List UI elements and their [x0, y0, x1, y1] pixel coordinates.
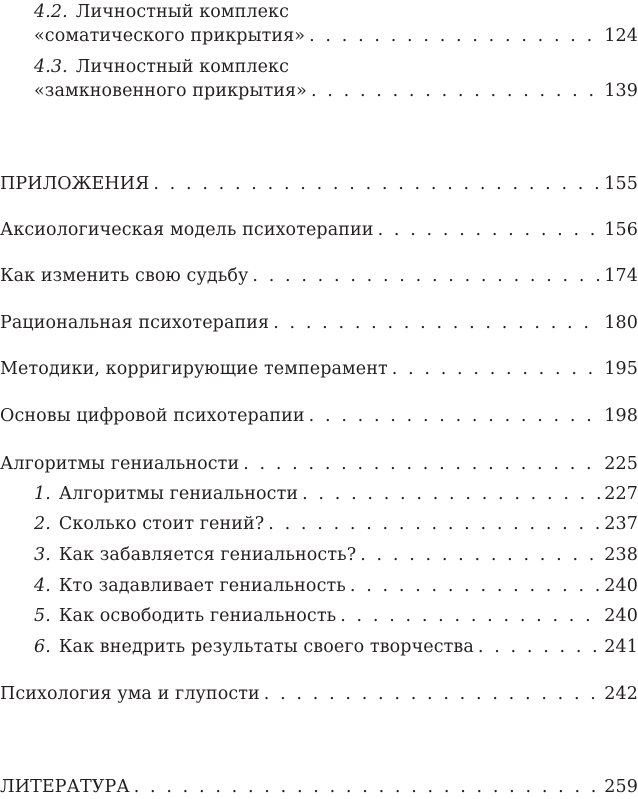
- dot-leader: [153, 172, 600, 196]
- toc-entry-metodiki: [0, 357, 638, 381]
- toc-entry-4-3: [34, 55, 638, 103]
- toc-entry-title: Психология ума и глупости: [0, 684, 260, 704]
- toc-entry-number: 1.: [34, 484, 51, 504]
- toc-entry-page: 238: [604, 545, 638, 565]
- toc-entry-number: 4.: [34, 576, 51, 596]
- toc-entry-page: 241: [604, 637, 638, 657]
- dot-leader: [309, 404, 601, 428]
- dot-leader: [264, 682, 601, 706]
- toc-entry-title: Методики, корригирующие темперамент: [0, 359, 388, 379]
- toc-entry-title: Рациональная психотерапия: [0, 313, 270, 333]
- toc-entry-page: 198: [604, 406, 638, 426]
- toc-entry-algoritmy-5: [34, 604, 638, 628]
- toc-entry-4-2: [34, 0, 638, 48]
- toc-entry-page: 225: [604, 454, 638, 474]
- dot-leader: [360, 543, 600, 567]
- dot-leader: [350, 574, 600, 598]
- toc-entry-title: Как освободить гениальность: [58, 606, 337, 626]
- toc-entry-title: Алгоритмы гениальности: [58, 484, 299, 504]
- toc-entry-title: Как забавляется гениальность?: [58, 545, 357, 565]
- toc-entry-title: «соматического прикрытия»: [34, 26, 306, 46]
- dot-leader: [134, 775, 601, 799]
- toc-entry-number: 5.: [34, 606, 51, 626]
- toc-entry-title: «замкновенного прикрытия»: [34, 81, 307, 101]
- toc-entry-title-line1: Личностный комплекс: [75, 57, 289, 77]
- toc-entry-page: 156: [604, 220, 638, 240]
- toc-entry-number: 3.: [34, 545, 51, 565]
- toc-entry-page: 240: [604, 606, 638, 626]
- toc-entry-title: Сколько стоит гений?: [58, 514, 265, 534]
- toc-entry-number: 6.: [34, 637, 51, 657]
- toc-entry-literatura: [0, 775, 638, 799]
- dot-leader: [478, 635, 600, 659]
- dot-leader: [309, 24, 600, 48]
- toc-entry-osnovy: [0, 404, 638, 428]
- toc-entry-title: Как изменить свою судьбу: [0, 266, 249, 286]
- toc-entry-page: 242: [604, 684, 638, 704]
- dot-leader: [340, 604, 600, 628]
- toc-entry-title: Алгоритмы гениальности: [0, 454, 240, 474]
- toc-entry-title: ЛИТЕРАТУРА: [0, 777, 130, 797]
- toc-entry-aksiologicheskaya: [0, 218, 638, 242]
- toc-entry-psihologiya: [0, 682, 638, 706]
- dot-leader: [311, 79, 600, 103]
- dot-leader: [302, 482, 600, 506]
- dot-leader: [243, 452, 600, 476]
- toc-entry-page: 174: [604, 266, 638, 286]
- toc-entry-racionalnaya: [0, 311, 638, 335]
- toc-entry-algoritmy-3: [34, 543, 638, 567]
- toc-entry-title: Как внедрить результаты своего творчества: [58, 637, 474, 657]
- toc-entry-title: ПРИЛОЖЕНИЯ: [0, 174, 150, 194]
- dot-leader: [392, 357, 601, 381]
- toc-entry-algoritmy-4: [34, 574, 638, 598]
- dot-leader: [273, 311, 600, 335]
- toc-entry-page: 155: [604, 174, 638, 194]
- dot-leader: [252, 264, 600, 288]
- toc-entry-page: 259: [604, 777, 638, 797]
- toc-entry-page: 195: [604, 359, 638, 379]
- toc-entry-title-line1: Личностный комплекс: [75, 2, 289, 22]
- toc-entry-number: 2.: [34, 514, 51, 534]
- toc-entry-page: 124: [604, 26, 638, 46]
- toc-entry-number: 4.2.: [34, 2, 68, 22]
- toc-entry-algoritmy-1: [34, 482, 638, 506]
- toc-entry-page: 180: [604, 313, 638, 333]
- toc-entry-algoritmy-2: [34, 512, 638, 536]
- toc-entry-title: Кто задавливает гениальность: [58, 576, 346, 596]
- dot-leader: [378, 218, 601, 242]
- dot-leader: [268, 512, 600, 536]
- toc-entry-algoritmy-6: [34, 635, 638, 659]
- toc-entry-prilozheniya: [0, 172, 638, 196]
- toc-entry-kak-izmenit: [0, 264, 638, 288]
- toc-entry-page: 227: [604, 484, 638, 504]
- toc-entry-algoritmy: [0, 452, 638, 476]
- toc-entry-title: Основы цифровой психотерапии: [0, 406, 305, 426]
- toc-entry-number: 4.3.: [34, 57, 68, 77]
- toc-entry-page: 139: [604, 81, 638, 101]
- toc-entry-page: 240: [604, 576, 638, 596]
- toc-entry-page: 237: [604, 514, 638, 534]
- toc-entry-title: Аксиологическая модель психотерапии: [0, 220, 374, 240]
